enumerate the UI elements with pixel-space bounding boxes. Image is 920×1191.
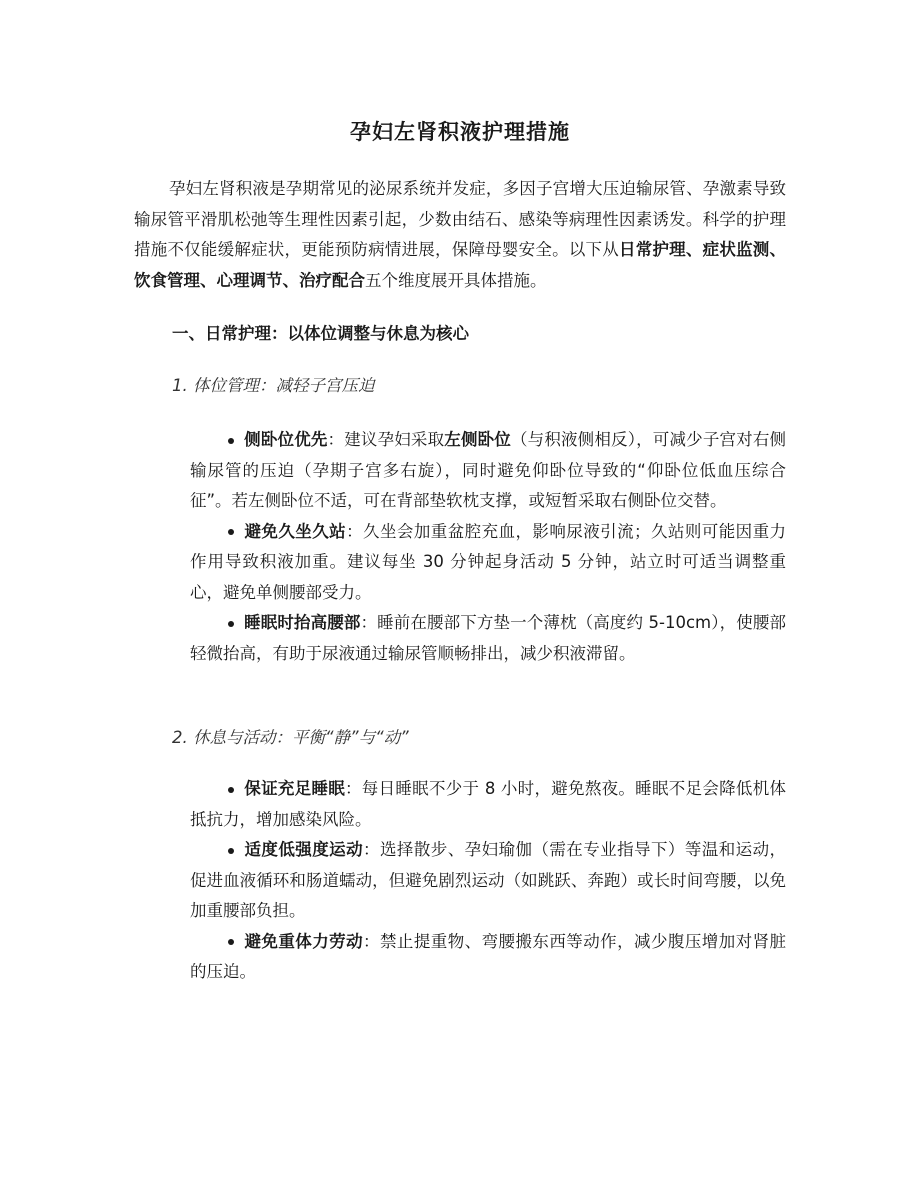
intro-bold-dimensions: 日常护理、症状监测、饮食管理、心理调节、治疗配合 xyxy=(134,240,787,290)
list-item xyxy=(190,835,786,927)
bullet-icon xyxy=(228,438,234,444)
item-bold-text: 左侧卧位 xyxy=(444,430,511,449)
item-label: 侧卧位优先 xyxy=(244,430,328,449)
subsection-1-list xyxy=(190,425,786,669)
item-text: ：建议孕妇采取 xyxy=(327,430,445,449)
bullet-icon xyxy=(228,848,234,854)
item-label: 避免久坐久站 xyxy=(244,521,347,541)
document-title: 孕妇左肾积液护理措施 xyxy=(350,120,570,144)
item-text: ：每日睡眠不少于 8 小时，避免熬夜。睡眠不足会降低机体抵抗力，增加感染风险。 xyxy=(190,779,786,829)
item-text: ：禁止提重物、弯腰搬东西等动作，减少腹压增加对肾脏的压迫。 xyxy=(190,931,786,981)
bullet-icon xyxy=(228,621,234,627)
bullet-icon xyxy=(228,529,234,535)
subsection-2-heading: 2. 休息与活动：平衡“静”与“动” xyxy=(172,728,409,747)
item-label: 适度低强度运动 xyxy=(244,840,363,859)
item-label: 避免重体力劳动 xyxy=(244,931,363,951)
bullet-icon xyxy=(228,787,234,793)
item-text: ：选择散步、孕妇瑜伽（需在专业指导下）等温和运动，促进血液循环和肠道蠕动，但避免剧烈运动（如跳跃、奔跑）或长时间弯腰，以免加重腰部负担。 xyxy=(190,840,786,920)
subsection-1-heading: 1. 体位管理：减轻子宫压迫 xyxy=(172,376,375,395)
list-item xyxy=(190,608,786,669)
bullet-icon xyxy=(228,939,234,945)
list-item xyxy=(190,927,786,988)
item-text: ：睡前在腰部下方垫一个薄枕（高度约 5-10cm），使腰部轻微抬高，有助于尿液通过输尿管顺畅排出，减少积液滞留。 xyxy=(190,613,787,663)
item-label: 睡眠时抬高腰部 xyxy=(244,613,361,632)
item-text: （与积液侧相反），可减少子宫对右侧输尿管的压迫（孕期子宫多右旋），同时避免仰卧位导致的“仰卧位低血压综合征”。若左侧卧位不适，可在背部垫软枕支撑，或短暂采取右侧卧位交替。 xyxy=(190,430,787,510)
list-item xyxy=(190,425,786,517)
intro-text-1: 孕妇左肾积液是孕期常见的泌尿系统并发症，多因子宫增大压迫输尿管、孕激素导致输尿管平滑肌松弛等生理性因素引起，少数由结石、感染等病理性因素诱发。科学的护理措施不仅能缓解症状，更能预防病情进展，保障母婴安全。以下从 xyxy=(134,179,786,259)
intro-paragraph xyxy=(134,174,786,296)
item-label: 保证充足睡眠 xyxy=(244,779,346,798)
list-item xyxy=(190,517,786,609)
section-1-heading: 一、日常护理：以体位调整与休息为核心 xyxy=(172,324,469,343)
subsection-2-list xyxy=(190,774,786,988)
item-text: ：久坐会加重盆腔充血，影响尿液引流；久站则可能因重力作用导致积液加重。建议每坐 30 分钟起身活动 5 分钟，站立时可适当调整重心，避免单侧腰部受力。 xyxy=(190,521,786,602)
intro-text-2: 五个维度展开具体措施。 xyxy=(365,270,547,290)
list-item xyxy=(190,774,786,835)
